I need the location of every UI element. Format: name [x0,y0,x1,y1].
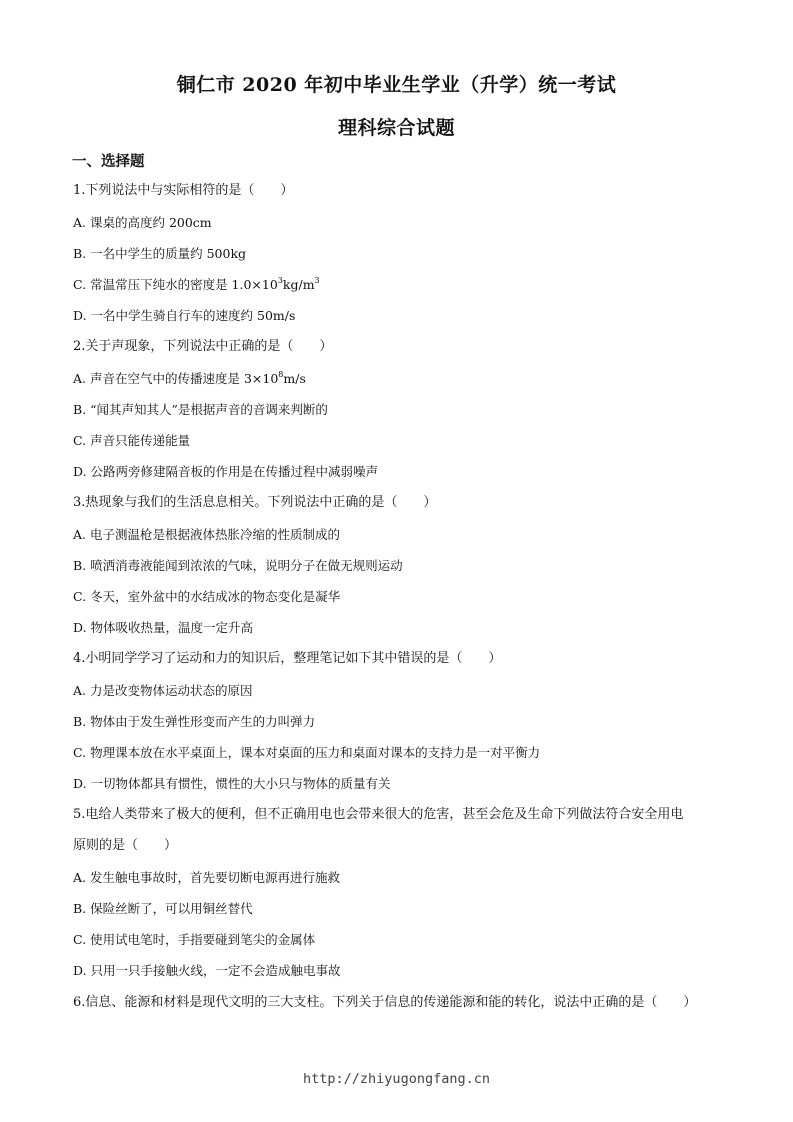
question-1-option-c [73,276,320,294]
footer-url: http://zhiyugongfang.cn [303,1071,490,1087]
question-3: 3.热现象与我们的生活息息相关。下列说法中正确的是（ ） [73,495,437,510]
option-text: kg/m [282,277,315,292]
superscript: 8 [278,369,284,379]
superscript: 3 [277,275,283,285]
option-text: m/s [283,371,306,386]
question-4-option-d: D. 一切物体都具有惯性，惯性的大小只与物体的质量有关 [73,776,391,791]
question-1: 1.下列说法中与实际相符的是（ ） [73,183,294,198]
question-2: 2.关于声现象，下列说法中正确的是（ ） [73,339,333,354]
question-4-option-b: B. 物体由于发生弹性形变而产生的力叫弹力 [73,714,316,729]
question-1-option-a: A. 课桌的高度约 200cm [73,215,212,230]
question-5-option-b: B. 保险丝断了，可以用铜丝替代 [73,901,253,916]
question-1-option-d: D. 一名中学生骑自行车的速度约 50m/s [73,308,296,323]
question-3-option-a: A. 电子测温枪是根据液体热胀冷缩的性质制成的 [73,527,340,542]
question-3-option-d: D. 物体吸收热量，温度一定升高 [73,620,254,635]
option-text: C. 常温常压下纯水的密度是 1.0×10 [73,277,278,292]
question-5-option-a: A. 发生触电事故时，首先要切断电源再进行施救 [73,870,340,885]
question-2-option-d: D. 公路两旁修建隔音板的作用是在传播过程中减弱噪声 [73,464,379,479]
exam-title: 铜仁市 2020 年初中毕业生学业（升学）统一考试 [176,74,617,96]
question-5-option-d: D. 只用一只手接触火线，一定不会造成触电事故 [73,963,341,978]
question-4-option-a: A. 力是改变物体运动状态的原因 [73,683,253,698]
question-5-line-1: 5.电给人类带来了极大的便利，但不正确用电也会带来很大的危害，甚至会危及生命下列做法符合安全用电 [73,807,684,822]
question-6: 6.信息、能源和材料是现代文明的三大支柱。下列关于信息的传递能源和能的转化，说法中正确的是（ ） [73,995,697,1010]
question-5-option-c: C. 使用试电笔时，手指要碰到笔尖的金属体 [73,932,316,947]
question-3-option-b: B. 喷洒消毒液能闻到浓浓的气味，说明分子在做无规则运动 [73,558,403,573]
question-1-option-b: B. 一名中学生的质量约 500kg [73,246,247,261]
question-2-option-a [73,370,306,388]
question-3-option-c: C. 冬天，室外盆中的水结成冰的物态变化是凝华 [73,589,341,604]
question-5-line-2: 原则的是（ ） [73,838,178,853]
question-2-option-c: C. 声音只能传递能量 [73,433,191,448]
option-text: A. 声音在空气中的传播速度是 3×10 [73,371,279,386]
question-4-option-c: C. 物理课本放在水平桌面上，课本对桌面的压力和桌面对课本的支持力是一对平衡力 [73,745,541,760]
question-2-option-b: B. “闻其声知其人”是根据声音的音调来判断的 [73,402,328,417]
question-4: 4.小明同学学习了运动和力的知识后，整理笔记如下其中错误的是（ ） [73,651,502,666]
superscript: 3 [314,275,320,285]
exam-subtitle: 理科综合试题 [337,117,455,139]
section-heading: 一、选择题 [72,153,145,170]
